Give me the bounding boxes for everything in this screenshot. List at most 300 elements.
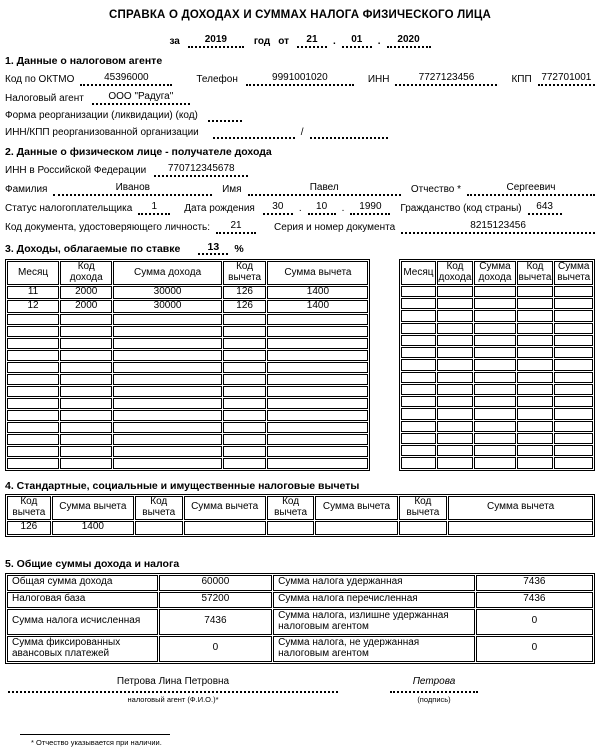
table-row (7, 609, 593, 635)
cell (474, 310, 515, 321)
cell (399, 521, 448, 535)
cell (60, 386, 112, 397)
cell (267, 422, 368, 433)
cell (113, 374, 221, 385)
cell (517, 457, 554, 468)
table-row (7, 338, 368, 349)
cell (401, 359, 435, 370)
cell (517, 408, 554, 419)
cell (474, 347, 515, 358)
cell (267, 374, 368, 385)
cell (267, 398, 368, 409)
cell (554, 298, 593, 309)
cell: 12 (7, 300, 59, 313)
cell (517, 384, 554, 395)
birth-year-field: 1990 (350, 201, 390, 215)
surname-label: Фамилия (5, 184, 48, 195)
cell: 2000 (60, 286, 112, 299)
cell (474, 396, 515, 407)
cell (60, 410, 112, 421)
doc-code-label: Код документа, удостоверяющего личность: (5, 222, 211, 233)
cell (267, 521, 315, 535)
cell (517, 445, 554, 456)
income-table-header (401, 261, 593, 285)
cell (554, 408, 593, 419)
cell (60, 398, 112, 409)
income-table-header (7, 261, 368, 285)
surname-field: Иванов (53, 182, 212, 196)
cell (7, 314, 59, 325)
cell (223, 350, 267, 361)
slash-separator: / (300, 127, 304, 138)
cell: 30000 (113, 286, 221, 299)
cell (113, 434, 221, 445)
table-row (7, 362, 368, 373)
cell (517, 372, 554, 383)
column-header: Месяц (7, 261, 59, 285)
cell (517, 396, 554, 407)
cell (60, 326, 112, 337)
cell (554, 457, 593, 468)
cell (7, 326, 59, 337)
birth-day-field: 30 (263, 201, 293, 215)
reorg-code-field (208, 110, 242, 122)
cell (554, 310, 593, 321)
birth-month-field: 10 (308, 201, 336, 215)
status-birth-row (5, 201, 595, 215)
cell: 11 (7, 286, 59, 299)
cell (401, 335, 435, 346)
citizenship-field: 643 (528, 201, 562, 215)
cell (267, 326, 368, 337)
signature-value: Петрова (390, 676, 478, 693)
table-row (401, 335, 593, 346)
status-label: Статус налогоплательщика (5, 203, 133, 214)
cell: Сумма налога, излишне удержанная налоговым агентом (273, 609, 475, 635)
cell (437, 396, 474, 407)
person-inn-row (5, 163, 595, 177)
series-number-field: 8215123456 (401, 220, 595, 234)
cell (554, 421, 593, 432)
cell (448, 521, 593, 535)
cell (554, 445, 593, 456)
agent-fio-caption: налоговый агент (Ф.И.О.)* (127, 694, 219, 704)
cell: 126 (223, 300, 267, 313)
cell (7, 422, 59, 433)
cell (401, 384, 435, 395)
section1-heading: 1. Данные о налоговом агенте (5, 55, 163, 67)
cell (267, 362, 368, 373)
oktmo-label: Код по ОКТМО (5, 74, 75, 85)
cell (113, 326, 221, 337)
reorg-label: Форма реорганизации (ликвидации) (код) (5, 110, 198, 121)
cell (223, 338, 267, 349)
cell: 30000 (113, 300, 221, 313)
reorg-inn-field (213, 127, 295, 139)
cell: 7436 (476, 575, 593, 591)
cell (401, 445, 435, 456)
oktmo-field: 45396000 (80, 72, 172, 86)
patronymic-field: Сергеевич (467, 182, 595, 196)
cell (554, 323, 593, 334)
cell: 7436 (159, 609, 272, 635)
year-field: 2019 (188, 34, 244, 48)
cell: 0 (476, 609, 593, 635)
date-separator: . (332, 36, 336, 47)
cell (437, 421, 474, 432)
cell (7, 386, 59, 397)
agent-label: Налоговый агент (5, 93, 84, 104)
agent-name-field: ООО "Радуга" (92, 91, 190, 105)
cell (474, 445, 515, 456)
column-header: Код дохода (438, 261, 472, 283)
document-row (5, 220, 595, 234)
cell (223, 398, 267, 409)
cell (113, 410, 221, 421)
kpp-label: КПП (511, 74, 532, 85)
status-field: 1 (138, 201, 170, 215)
cell (401, 396, 435, 407)
patronymic-label: Отчество * (410, 184, 462, 195)
cell (401, 421, 435, 432)
cell (223, 362, 267, 373)
cell (7, 362, 59, 373)
table-row (7, 410, 368, 421)
column-header: Месяц (401, 261, 435, 285)
cell (60, 458, 112, 469)
table-row (7, 350, 368, 361)
cell: 7436 (476, 592, 593, 608)
doc-code-field: 21 (216, 220, 256, 234)
cell (7, 410, 59, 421)
cell (267, 458, 368, 469)
table-row (401, 384, 593, 395)
agent-codes-row (5, 72, 595, 86)
table-row (401, 286, 593, 297)
table-row (7, 286, 368, 299)
cell (437, 335, 474, 346)
person-inn-label: ИНН в Российской Федерации (5, 165, 147, 176)
reorg-innkpp-row (5, 127, 595, 139)
deductions-table-header (7, 496, 593, 520)
table-row (401, 323, 593, 334)
cell: 2000 (60, 300, 112, 313)
date-separator: . (298, 203, 302, 214)
cell: 126 (7, 521, 51, 535)
cell (7, 350, 59, 361)
table-row (401, 372, 593, 383)
inn-label: ИНН (367, 74, 390, 85)
cell (517, 421, 554, 432)
cell (267, 386, 368, 397)
cell (7, 446, 59, 457)
cell (223, 326, 267, 337)
cell (223, 422, 267, 433)
cell (437, 433, 474, 444)
table-row (401, 421, 593, 432)
cell (113, 458, 221, 469)
cell (517, 347, 554, 358)
table-row (7, 458, 368, 469)
cell (60, 434, 112, 445)
cell (401, 347, 435, 358)
section4-heading: 4. Стандартные, социальные и имущественные налоговые вычеты (5, 479, 360, 492)
cell (223, 434, 267, 445)
signature-caption: (подпись) (417, 694, 451, 704)
table-row (7, 326, 368, 337)
cell (437, 359, 474, 370)
cell (223, 458, 267, 469)
cell (554, 347, 593, 358)
table-row (401, 396, 593, 407)
cell (437, 372, 474, 383)
cell: 126 (223, 286, 267, 299)
cell (223, 314, 267, 325)
cell (135, 521, 183, 535)
cell (223, 386, 267, 397)
cell (554, 286, 593, 297)
reorg-innkpp-label: ИНН/КПП реорганизованной организации (5, 127, 199, 138)
cell (474, 335, 515, 346)
phone-field: 9991001020 (246, 72, 354, 86)
cell (517, 298, 554, 309)
cell (267, 314, 368, 325)
cell (474, 421, 515, 432)
cell (437, 445, 474, 456)
cell (401, 433, 435, 444)
column-header: Код вычета (135, 496, 183, 520)
column-header: Сумма вычета (448, 496, 593, 520)
table-row (401, 457, 593, 468)
cell (7, 398, 59, 409)
table-row (401, 433, 593, 444)
income-table-right (399, 259, 595, 471)
cell: 0 (159, 636, 272, 662)
cell (401, 323, 435, 334)
date-year-field: 2020 (387, 34, 431, 48)
cell (315, 521, 397, 535)
column-header: Сумма вычета (184, 496, 266, 520)
cell (437, 384, 474, 395)
period-line (5, 34, 595, 48)
cell (60, 362, 112, 373)
cell (267, 434, 368, 445)
agent-name-row (5, 91, 595, 105)
cell: 1400 (52, 521, 134, 535)
cell (267, 446, 368, 457)
date-day-field: 21 (297, 34, 327, 48)
cell (554, 396, 593, 407)
table-row (7, 575, 593, 591)
cell (7, 374, 59, 385)
table-row (7, 636, 593, 662)
cell: Налоговая база (7, 592, 158, 608)
cell (113, 386, 221, 397)
table-row (7, 446, 368, 457)
agent-fio-value: Петрова Лина Петровна (8, 676, 338, 693)
cell: 1400 (267, 300, 368, 313)
cell (554, 359, 593, 370)
cell (113, 362, 221, 373)
name-label: Имя (222, 184, 242, 195)
deductions-table (5, 494, 595, 537)
table-row (401, 347, 593, 358)
section5-heading: 5. Общие суммы дохода и налога (5, 557, 180, 570)
date-month-field: 01 (342, 34, 372, 48)
cell (401, 408, 435, 419)
date-separator: . (341, 203, 345, 214)
cell (60, 350, 112, 361)
table-row (7, 592, 593, 608)
citizenship-label: Гражданство (код страны) (400, 203, 522, 214)
cell (401, 298, 435, 309)
cell (60, 374, 112, 385)
table-row (7, 386, 368, 397)
cell (474, 408, 515, 419)
cell: Сумма фиксированных авансовых платежей (7, 636, 158, 662)
income-table-left (5, 259, 370, 471)
person-inn-field: 770712345678 (154, 163, 248, 177)
cell (517, 433, 554, 444)
cell: 1400 (267, 286, 368, 299)
cell (7, 338, 59, 349)
cell (437, 323, 474, 334)
section3-heading: 3. Доходы, облагаемые по ставке (5, 243, 181, 255)
tax-rate-field: 13 (198, 241, 228, 255)
section3-heading-row (5, 241, 595, 255)
column-header: Код вычета (399, 496, 448, 520)
cell (401, 457, 435, 468)
cell (437, 310, 474, 321)
cell (7, 434, 59, 445)
cell (517, 310, 554, 321)
footnote-divider (20, 734, 170, 735)
cell (7, 458, 59, 469)
cell (223, 374, 267, 385)
signature-block (390, 676, 478, 704)
cell (60, 314, 112, 325)
cell (113, 398, 221, 409)
column-header: Сумма вычета (267, 261, 368, 285)
date-separator: . (377, 36, 381, 47)
column-header: Код вычета (7, 496, 51, 520)
cell (554, 384, 593, 395)
cell (113, 446, 221, 457)
cell (554, 335, 593, 346)
name-field: Павел (248, 182, 401, 196)
column-header: Сумма дохода (113, 261, 221, 285)
cell (554, 433, 593, 444)
section2-heading: 2. Данные о физическом лице - получателе дохода (5, 146, 272, 158)
cell (474, 457, 515, 468)
cell (437, 347, 474, 358)
cell (113, 314, 221, 325)
cell (267, 350, 368, 361)
cell (554, 372, 593, 383)
table-row (7, 521, 593, 535)
column-header: Код вычета (267, 496, 315, 520)
series-label: Серия и номер документа (274, 222, 396, 233)
cell (474, 372, 515, 383)
cell (113, 422, 221, 433)
god-label: год (253, 36, 271, 47)
column-header: Код вычета (223, 261, 267, 285)
table-row (401, 310, 593, 321)
cell (437, 298, 474, 309)
ot-label: от (278, 36, 289, 47)
column-header: Сумма вычета (554, 261, 593, 285)
cell (113, 350, 221, 361)
za-label: за (169, 36, 180, 47)
column-header: Сумма дохода (474, 261, 515, 285)
agent-fio-block (8, 676, 338, 704)
birth-label: Дата рождения (184, 203, 255, 214)
inn-field: 7727123456 (395, 72, 497, 86)
cell (401, 372, 435, 383)
cell: Сумма налога перечисленная (273, 592, 475, 608)
table-row (7, 398, 368, 409)
kpp-field: 772701001 (538, 72, 595, 86)
cell (517, 323, 554, 334)
cell (184, 521, 266, 535)
phone-label: Телефон (196, 74, 238, 85)
cell (60, 446, 112, 457)
table-row (7, 300, 368, 313)
cell (437, 457, 474, 468)
cell (401, 310, 435, 321)
cell (517, 359, 554, 370)
column-header: Код вычета (518, 261, 552, 283)
cell (267, 410, 368, 421)
cell (474, 384, 515, 395)
cell (474, 433, 515, 444)
column-header: Код дохода (60, 261, 112, 285)
table-row (401, 298, 593, 309)
totals-table (5, 573, 595, 664)
table-row (7, 434, 368, 445)
cell (437, 286, 474, 297)
table-row (7, 422, 368, 433)
table-row (401, 408, 593, 419)
cell (474, 323, 515, 334)
cell (437, 408, 474, 419)
cell (474, 298, 515, 309)
cell: 60000 (159, 575, 272, 591)
cell: 57200 (159, 592, 272, 608)
table-row (401, 445, 593, 456)
cell (517, 286, 554, 297)
cell (60, 338, 112, 349)
signature-area (5, 676, 595, 704)
cell (223, 446, 267, 457)
cell (401, 286, 435, 297)
income-tables (5, 259, 595, 471)
cell: Сумма налога исчисленная (7, 609, 158, 635)
reorg-kpp-field (310, 127, 388, 139)
footnote-text: * Отчество указывается при наличии. (31, 737, 162, 747)
fio-row (5, 182, 595, 196)
cell: Сумма налога удержанная (273, 575, 475, 591)
table-row (7, 374, 368, 385)
column-header: Сумма вычета (315, 496, 397, 520)
reorg-row (5, 110, 595, 122)
cell: 0 (476, 636, 593, 662)
cell: Общая сумма дохода (7, 575, 158, 591)
cell (517, 335, 554, 346)
cell (60, 422, 112, 433)
cell: Сумма налога, не удержанная налоговым агентом (273, 636, 475, 662)
document-title: СПРАВКА О ДОХОДАХ И СУММАХ НАЛОГА ФИЗИЧЕСКОГО ЛИЦА (108, 9, 491, 21)
